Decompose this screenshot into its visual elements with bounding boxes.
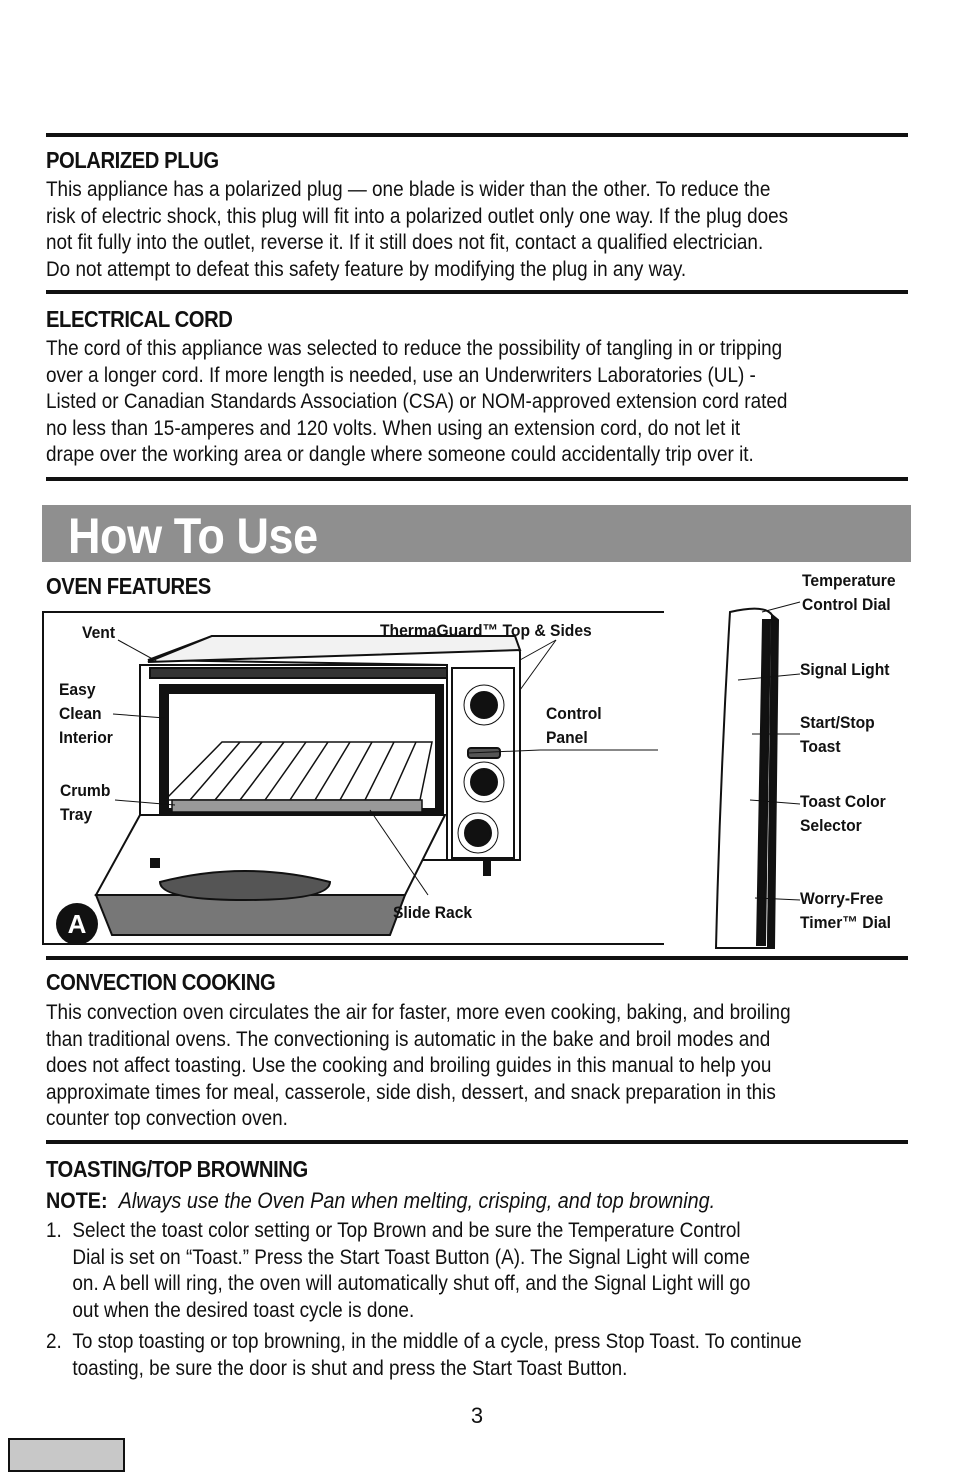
page-number: 3 <box>470 1403 484 1428</box>
text-line: over a longer cord. If more length is needed, use an Underwriters Laboratories (UL) - <box>46 362 756 387</box>
label-crumb-tray: Crumb Tray <box>60 781 111 824</box>
text-line: Do not attempt to defeat this safety feature by modifying the plug in any way. <box>46 256 687 281</box>
figure-letter-badge: A <box>56 903 98 945</box>
label-control-panel: Control Panel <box>546 704 602 747</box>
label-slide-rack: Slide Rack <box>393 903 473 922</box>
text-line: risk of electric shock, this plug will fit into a polarized outlet only one way. If the plug does <box>46 203 789 228</box>
text-line: not fit fully into the outlet, reverse it. If it still does not fit, contact a qualified electrician. <box>46 230 764 254</box>
list-item <box>46 1217 908 1323</box>
heading-toasting: TOASTING/TOP BROWNING <box>46 1156 308 1182</box>
label-easy-clean-interior: Easy Clean Interior <box>59 680 113 747</box>
text-line: To stop toasting or top browning, in the middle of a cycle, press Stop Toast. To continue <box>72 1329 802 1353</box>
text-line: Dial is set on “Toast.” Press the Start Toast Button (A). The Signal Light will come <box>72 1244 750 1269</box>
heading-oven-features: OVEN FEATURES <box>46 573 211 599</box>
text-line: drape over the working area or dangle where someone could accidentally trip over it. <box>46 442 754 466</box>
text-line: This convection oven circulates the air for faster, more even cooking, baking, and broiling <box>46 1000 791 1024</box>
text-line: out when the desired toast cycle is done. <box>72 1297 415 1322</box>
text-line: approximate times for meal, casserole, side dish, dessert, and snack preparation in this <box>46 1079 776 1104</box>
text-line: no less than 15-amperes and 120 volts. When using an extension cord, do not let it <box>46 415 741 440</box>
text-line: The cord of this appliance was selected to reduce the possibility of tangling in or tripping <box>46 336 783 360</box>
label-temperature-dial: Temperature Control Dial <box>802 571 896 614</box>
heading-polarized-plug: POLARIZED PLUG <box>46 147 219 173</box>
text-line: does not affect toasting. Use the cooking and broiling guides in this manual to help you <box>46 1053 772 1077</box>
list-item <box>46 1328 908 1381</box>
list-item-number: 1. <box>46 1218 62 1242</box>
heading-electrical-cord: ELECTRICAL CORD <box>46 306 233 332</box>
control-panel-side-view <box>716 609 778 948</box>
text-line: than traditional ovens. The convectioning is automatic in the bake and broil modes and <box>46 1026 771 1051</box>
text-line: counter top convection oven. <box>46 1106 288 1130</box>
text-line: toasting, be sure the door is shut and press the Start Toast Button. <box>72 1355 628 1380</box>
label-start-stop-toast: Start/Stop Toast <box>800 713 875 756</box>
label-thermaguard: ThermaGuard™ Top & Sides <box>380 621 592 640</box>
paragraph-convection-cooking <box>46 999 908 1132</box>
label-timer-dial: Worry-Free Timer™ Dial <box>800 889 891 932</box>
label-vent: Vent <box>82 623 116 642</box>
text-line: Listed or Canadian Standards Association (CSA) or NOM-approved extension cord rated <box>46 389 788 413</box>
text-line: on. A bell will ring, the oven will automatically shut off, and the Signal Light will go <box>72 1271 751 1295</box>
list-item-text <box>72 1217 908 1323</box>
banner-title: How To Use <box>68 508 318 564</box>
list-item-text <box>72 1328 908 1381</box>
footer-tab <box>8 1438 125 1472</box>
label-toast-color-selector: Toast Color Selector <box>800 792 886 835</box>
note-label: NOTE: <box>46 1188 108 1213</box>
text-line: This appliance has a polarized plug — one blade is wider than the other. To reduce the <box>46 177 771 201</box>
text-line: Select the toast color setting or Top Brown and be sure the Temperature Control <box>72 1218 741 1242</box>
note-text: Always use the Oven Pan when melting, crisping, and top browning. <box>118 1188 716 1213</box>
label-signal-light: Signal Light <box>800 660 890 679</box>
note-line <box>46 1188 908 1215</box>
list-item-number: 2. <box>46 1329 62 1353</box>
heading-convection-cooking: CONVECTION COOKING <box>46 969 276 995</box>
